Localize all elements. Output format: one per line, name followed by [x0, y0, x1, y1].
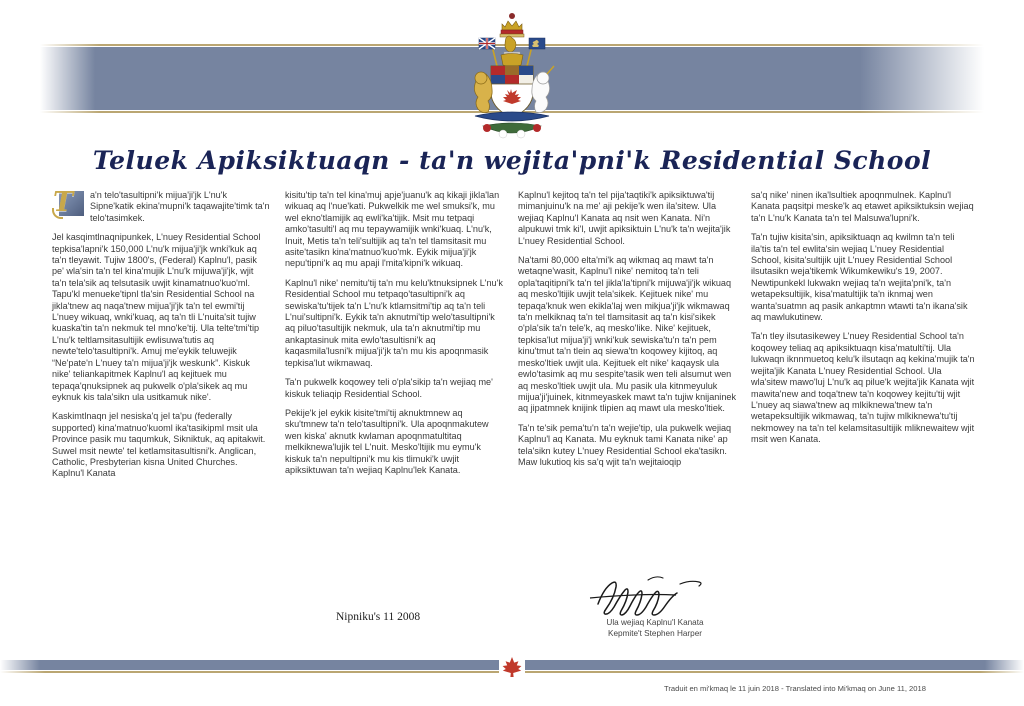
page-header-banner: [0, 0, 1024, 152]
text-column-3: [518, 190, 736, 488]
paragraph: kisitu'tip ta'n tel kina'muj apje'juanu'k aq kikaji jikla'lan wikuaq aq l'nue'kati. Pukwelkik me wel smuksi'k, mu wel ekno'tlamijik aq ewli'ka'tijik. Msit mu tetpaqi amko'tasulti'l aq mu tepaywamijik wnki'kuaq. L'nu'k, Inuit, Metis ta'n teli'sultijik aq ta'n tel tlamsitasit mu asite'tasikn kina'matnuo'kuo'mk. Eykik mijua'ji'jk nepu'tipni'k aq mu apaji l'mita'kipni'k wikuaq.: [285, 190, 500, 269]
paragraph: Jel kasqimtlnaqnipunkek, L'nuey Residential School tepkisa'lapni'k 150,000 L'nu'k mijua'ji'jk wnki'kuk aq ta'n tleyawit. Tujiw 1800's, (Federal) Kaplnu'l, pasik pe' wla'sin ta'n tel kina'mujik L'nu'k mijuwa'ji'jk, wjit ta'n tela'sik aq telsutasik uwjit kinamatnuo'kuo'ml. Tapu'kl menueke'tipnl tla'sin Residential School na jikla'tnew aq naqa'tnew mijua'ji'jk ta'n tel ewmi'tij L'nuey wikuaq, wnki'kuaq, aq ta'n tli L'nuita'sit tujiw kuaska'tin ta'n nekmuk tel mno'ke'tij. Ula telte'tmi'tip L'nu'k teltlamsitasultijik ewlisuwa'tutis aq newte'telo'tasultipni'k. Amuj me'eykik teluwejik “Ne'pate'n L'nuey ta'n mijua'ji'jk weskunk”. Kiskuk nike' teliankapitmek Kaplnu'l aq kejituek mu tepaqa'qnuksipnek aq pukwelk o'pla'sikek aq mu eyknuk kis tala'sikn ula usitkamuk nike'.: [52, 232, 261, 402]
drop-cap: [52, 187, 85, 218]
text-column-4: [751, 190, 975, 488]
paragraph: Kaskimtlnaqn jel nesiska'q jel ta'pu (federally supported) kina'matnuo'kuoml ika'tasikipml msit ula Province pasik mu taqumkuk, Sikniktuk, aq apitakwit. Suwel msit newte' tel ketlamsitasultisni'k. Anglican, Catholic, Presbyterian kisna United Churches. Kaplnu'l Kanata: [52, 411, 266, 479]
signature-caption-line-1: Ula wejiaq Kaplnu'l Kanata: [606, 618, 704, 627]
drop-cap-letter: T: [53, 187, 74, 218]
page-title: Teluek Apiksiktuaqn - ta'n wejita'pni'k Residential School: [92, 146, 932, 175]
signature-caption-line-2: Kepmite't Stephen Harper: [608, 628, 702, 638]
coat-of-arms-of-canada-icon: [453, 8, 571, 148]
translation-note: Traduit en mi'kmaq le 11 juin 2018 - Translated into Mi'kmaq on June 11, 2018: [664, 684, 926, 693]
paragraph: Ta'n tley ilsutasikewey L'nuey Residential School ta'n koqowey teliaq aq apiksiktuaqn kisa'matulti'tij. Ula lukwaqn iknnmuetoq kelu'k ilsutaqn aq kekina'mujik ta'n wejita'jik Kanata L'nuey Residential School. Ula wla'sitew mawo'luj L'nu'k aq pilue'k wejita'jik Kanata wjit mawita'new and toqa'tnew ta'n koqowey kejitu'tij wjit L'nuey aq siawa'tnew aq mlkiknewa'tnew ta'n wetapeksultijik wikmawaq, ta'n tujiw mlkiknewa'tu'tij nekmowey na ta'n tel kelamsitasultijik mliknewaitew wjit msit wen Kanata.: [751, 331, 975, 445]
paragraph: Ta'n te'sik pema'tu'n ta'n wejie'tip, ula pukwelk wejiaq Kaplnu'l aq Kanata. Mu eyknuk tami Kanata nike' ap tela'sikn kutey L'nuey Residential School eka'tasikn. Maw lukutioq kis sa'q wjit ta'n wejitaioqip: [518, 422, 732, 467]
signature-block: [540, 574, 770, 639]
paragraph: sa'q nike' ninen ika'lsultiek apoqnmulnek. Kaplnu'l Kanata paqsitpi meske'k aq etawet apiksiktuksin wejiaq ta'n L'nu'k Kanata ta'n tel Malsuwa'lupni'k.: [751, 190, 974, 223]
paragraph: [52, 187, 270, 224]
paragraph: Pekije'k jel eykik kisite'tmi'tij aknuktmnew aq sku'tmnew ta'n telo'tasultipni'k. Ula apoqnmakutew wen kiska' aknutk kwlaman apoqnmatultitaq melkiknewa'lujik tel L'nuit. Mesko'ltijik mu eymu'k kiskuk ta'n nepultipni'k mu kis tlimuki'k uwjit apiksiktuwan ta'n wejiaq Kaplnu'lek Kanata.: [285, 407, 489, 475]
document-date: Nipniku's 11 2008: [336, 611, 421, 623]
paragraph: Kaplnu'l kejitoq ta'n tel pija'taqtiki'k apiksiktuwa'tij mimanjuinu'k na me' aji pekije'k wen ila'sitew. Ula wejiaq Kaplnu'l Kanata aq nsit wen Kanata. Ni'n alpukuwi tmk ki'l, uwjit apiksiktuin L'nu'k ta'n wejita'jik L'nuey Residential School.: [518, 190, 731, 246]
text-column-2: [285, 190, 503, 488]
maple-leaf-icon: [499, 656, 525, 678]
page-footer-bar: [0, 660, 1024, 676]
text-column-1: [52, 187, 270, 488]
handwritten-signature: [540, 574, 770, 616]
paragraph: Ta'n tujiw kisita'sin, apiksiktuaqn aq kwilmn ta'n teli ila'tis ta'n tel ewlita'sin wejiaq L'nuey Residential School, kisita'sultijik ujit L'nuey Residential School ilsutasikn weja'tikemk Wikumkewiku's 19, 2007. Newtipunkekl lukwakn wejiaq ta'n wejita'pni'k, ta'n wetapeksultijik, kisa'matultijik ta'n iknmaj wen wanta'suatmn aq pasik ankaptmn wtawti ta'n ikana'sik aq mawlukutinew.: [751, 232, 968, 323]
paragraph: Kaplnu'l nike' nemitu'tij ta'n mu kelu'ktnuksipnek L'nu'k Residential School mu tetpaqo'tasultipni'k aq sewiska'tu'tijek ta'n L'nu'k ktlamsitmi'tip aq ta'n teli L'nui'sultipni'k. Eykik ta'n aknutmi'tip welo'tasultipni'k aq piluo'tasultijik nekmuk, ula ta'n aknutmi'tip mu ankaptasinuk mita ewlo'tasultisni'k aq kaqasmila'lusni'k mijua'ji'jk ta'n mu kis apoqnmasik tepkisa'lut wikmawaq.: [285, 277, 503, 368]
paragraph: Ta'n pukwelk koqowey teli o'pla'sikip ta'n wejiaq me' kiskuk teliaqip Residential School.: [285, 377, 493, 399]
paragraph-text: a'n telo'tasultipni'k mijua'ji'jk L'nu'k Sipne'katik ekina'mupni'k taqawajite'timk ta'n telo'tasimkek.: [90, 190, 270, 223]
document-body-columns: [52, 187, 982, 488]
paragraph: Na'tami 80,000 elta'mi'k aq wikmaq aq mawt ta'n wetaqne'wasit, Kaplnu'l nike' nemitoq ta'n teli opla'taqitipni'k ta'n tel jikla'la'tipni'k mijuwa'ji'jk wikuaq aq mesko'ltijik uwjit tela'sikek. Kejituek nike' mu tepaqa'knuk wen ekikla'laj wen mikjua'ji'jk wikmawaq ta'n melkiknaq ta'n tel tlamsitasit aq ta'n kisi'sikek o'pla'sik ta'n tele'k, aq mesko'like. Nike' kejituek, tepkisa'lut mijua'ji'j wnki'kuk sewiska'tu'n ta'n pem kinu'tmut ta'n tlein aq siewa'tn koqowey kijitoq, aq mesko'ltiek uwjit ula. Kejituek elt nike' kaqaysk ula ewlo'tasimk aq mu sespite'tasik wen teli alsumut wen aq mesko'ltiek uwjit ula. Mu pasik ula kitnmeyuluk mijua'ji'juinek, kitnmeyaskek mawt ta'n tujiw knijaninek aq jipatmnek knijink tlipien aq mawt ula mesko'ltiek.: [518, 255, 736, 414]
